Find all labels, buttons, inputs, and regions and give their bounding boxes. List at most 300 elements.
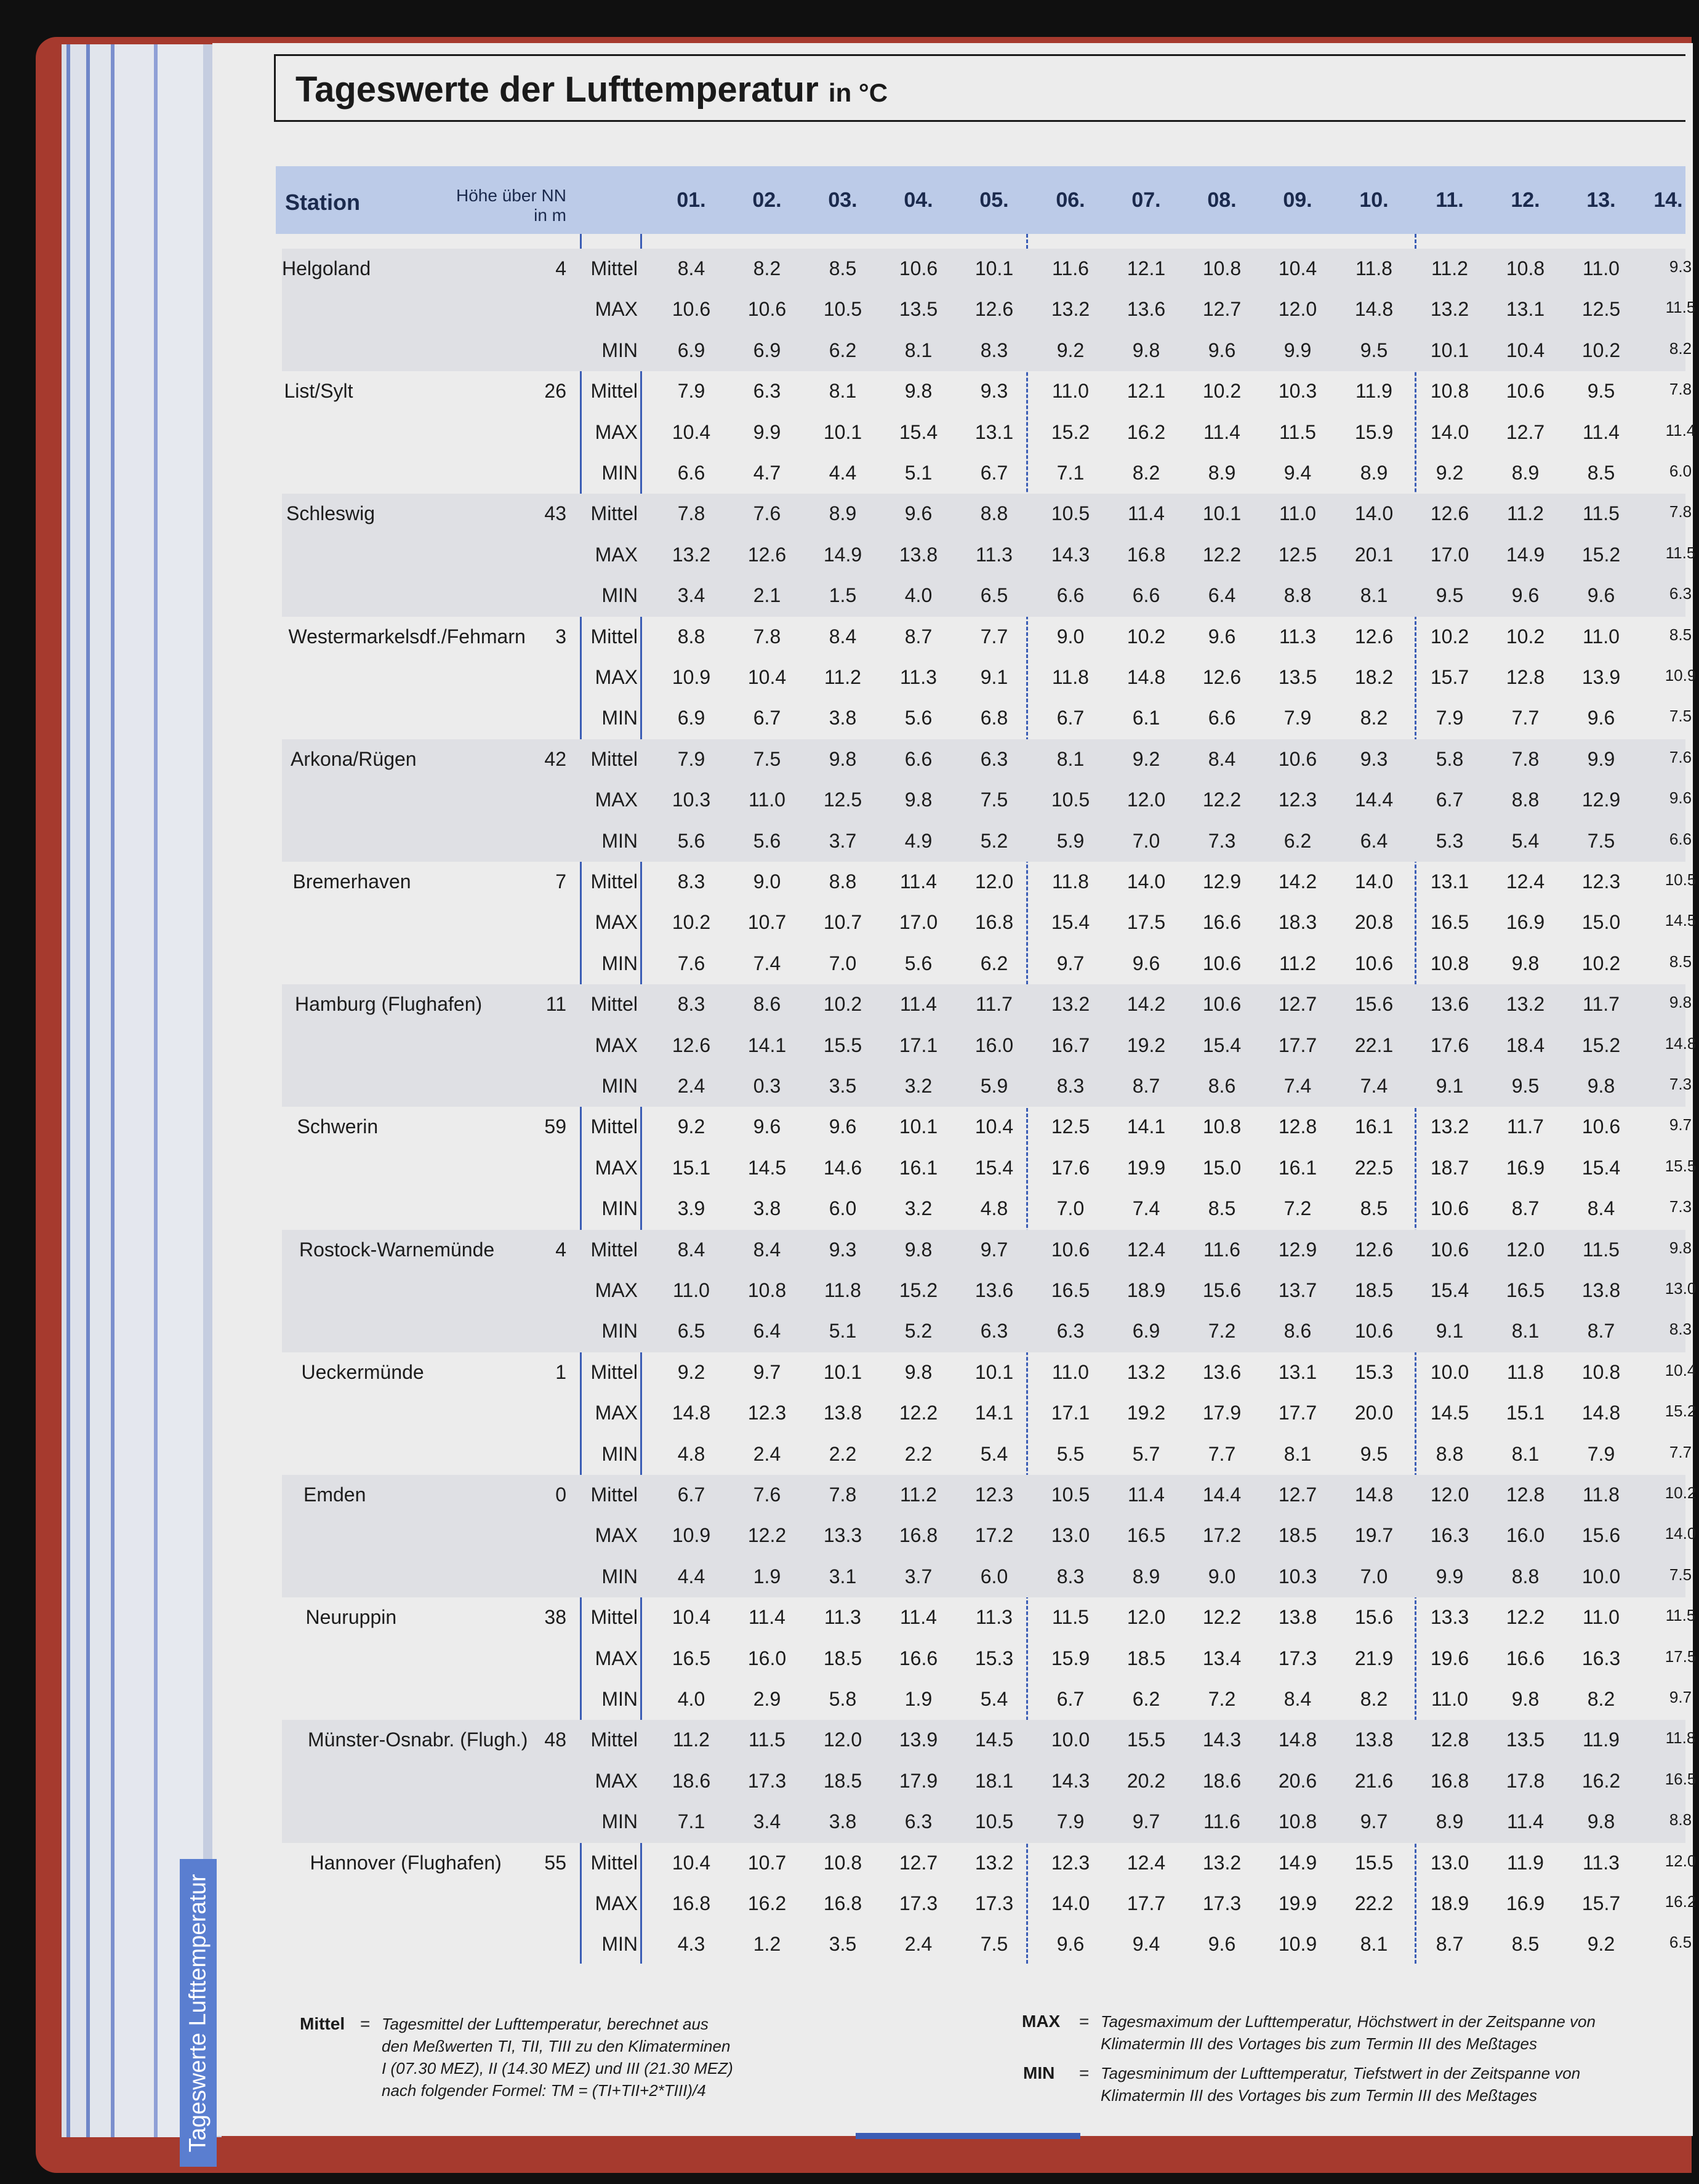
table-cell: 11.0 [1583, 625, 1620, 648]
header-day: 11. [1436, 188, 1464, 212]
table-cell: 11.4 [900, 1606, 937, 1629]
table-cell: 14.8 [1665, 1034, 1697, 1053]
table-cell: 8.8 [1511, 789, 1540, 811]
table-cell: 13.6 [1127, 298, 1166, 321]
table-cell: 14.8 [1278, 1728, 1317, 1751]
table-cell: 12.9 [1202, 870, 1242, 893]
table-cell: 10.0 [1430, 1360, 1469, 1383]
header-day: 01. [677, 188, 706, 212]
table-cell: 14.0 [1127, 870, 1166, 893]
table-cell: 14.8 [1354, 1483, 1394, 1506]
table-cell: 17.7 [1127, 1892, 1166, 1914]
table-cell: 18.5 [1278, 1524, 1317, 1547]
table-cell: 16.5 [1430, 911, 1469, 934]
table-cell: 6.2 [980, 952, 1008, 974]
table-cell: 11.8 [1052, 666, 1089, 688]
table-cell: 13.3 [823, 1524, 862, 1547]
table-cell: 3.1 [829, 1565, 857, 1588]
table-cell: 11.2 [900, 1483, 937, 1506]
table-cell: 3.4 [677, 584, 705, 607]
table-cell: 11.0 [1279, 502, 1316, 525]
table-cell: 10.0 [1581, 1565, 1621, 1588]
table-cell: 20.0 [1354, 1402, 1394, 1424]
legend-line: Tagesmaximum der Lufttemperatur, Höchstwert in der Zeitspanne von [1101, 2012, 1596, 2031]
table-cell: 10.7 [823, 911, 862, 934]
table-cell: 13.2 [1506, 993, 1545, 1016]
table-cell: 21.9 [1354, 1647, 1394, 1669]
table-cell: 15.3 [974, 1647, 1014, 1669]
table-cell: 14.8 [1127, 666, 1166, 688]
table-cell: 7.9 [1587, 1442, 1615, 1465]
table-cell: 3.9 [677, 1197, 705, 1220]
table-cell: 9.8 [1587, 1075, 1615, 1097]
table-cell: 12.2 [1202, 789, 1242, 811]
table-cell: 9.3 [1669, 257, 1692, 276]
table-cell: 7.8 [1669, 380, 1692, 399]
table-cell: 9.6 [1208, 339, 1236, 361]
header-height-line1: Höhe über NN [456, 186, 566, 205]
table-cell: 12.8 [1430, 1728, 1469, 1751]
table-cell: 10.2 [672, 911, 711, 934]
table-cell: 8.3 [1056, 1075, 1085, 1097]
row-type: MIN [601, 1565, 638, 1588]
header-day: 07. [1131, 188, 1161, 212]
table-cell: 7.6 [1669, 747, 1692, 766]
table-cell: 6.3 [1669, 584, 1692, 603]
table-cell: 16.3 [1430, 1524, 1469, 1547]
table-cell: 13.2 [1430, 298, 1469, 321]
table-cell: 15.4 [899, 420, 938, 443]
table-cell: 10.8 [1581, 1360, 1621, 1383]
table-cell: 12.5 [1581, 298, 1621, 321]
table-cell: 9.8 [1587, 1810, 1615, 1833]
table-cell: 10.4 [672, 1851, 711, 1874]
table-cell: 11.2 [1507, 502, 1544, 525]
table-cell: 14.1 [1127, 1115, 1166, 1138]
table-cell: 10.6 [1581, 1115, 1621, 1138]
table-cell: 10.6 [1506, 380, 1545, 403]
table-cell: 13.2 [1202, 1851, 1242, 1874]
table-cell: 12.3 [1278, 789, 1317, 811]
table-cell: 9.7 [980, 1238, 1008, 1261]
table-cell: 18.2 [1354, 666, 1394, 688]
table-cell: 7.7 [1208, 1442, 1236, 1465]
table-cell: 11.0 [1052, 1360, 1089, 1383]
station-name: Emden [303, 1483, 366, 1506]
table-cell: 11.4 [1507, 1810, 1544, 1833]
table-cell: 17.7 [1278, 1402, 1317, 1424]
legend-line: I (07.30 MEZ), II (14.30 MEZ) und III (21.30 MEZ) [382, 2059, 733, 2078]
table-cell: 15.5 [823, 1034, 862, 1056]
table-cell: 10.8 [1430, 380, 1469, 403]
table-cell: 18.9 [1127, 1279, 1166, 1301]
table-cell: 19.2 [1127, 1402, 1166, 1424]
table-cell: 10.4 [1278, 257, 1317, 279]
table-cell: 12.5 [1278, 543, 1317, 566]
table-cell: 9.6 [1669, 789, 1692, 808]
row-type: MAX [595, 911, 638, 934]
table-cell: 6.6 [904, 747, 933, 770]
station-name: Schleswig [286, 502, 376, 525]
table-cell: 8.1 [904, 339, 933, 361]
table-cell: 3.7 [904, 1565, 933, 1588]
table-cell: 13.2 [1051, 993, 1090, 1016]
station-name: List/Sylt [284, 380, 353, 403]
table-cell: 11.8 [1583, 1483, 1620, 1506]
table-cell: 8.5 [1669, 952, 1692, 971]
table-cell: 15.5 [1354, 1851, 1394, 1874]
table-cell: 2.2 [829, 1442, 857, 1465]
table-cell: 4.7 [753, 462, 781, 484]
table-cell: 3.8 [829, 1810, 857, 1833]
station-height: 1 [555, 1360, 566, 1383]
table-cell: 5.7 [1132, 1442, 1160, 1465]
table-cell: 14.0 [1354, 502, 1394, 525]
table-cell: 11.6 [1052, 257, 1089, 279]
table-cell: 11.5 [1665, 298, 1696, 317]
table-cell: 17.9 [1202, 1402, 1242, 1424]
table-cell: 11.4 [749, 1606, 785, 1629]
table-cell: 6.6 [1132, 584, 1160, 607]
table-cell: 10.4 [1506, 339, 1545, 361]
table-cell: 15.5 [1665, 1156, 1697, 1175]
table-cell: 7.4 [1283, 1075, 1312, 1097]
table-cell: 6.8 [980, 707, 1008, 729]
table-cell: 9.6 [1587, 584, 1615, 607]
table-cell: 8.8 [677, 625, 705, 648]
row-type: Mittel [590, 1483, 638, 1506]
table-cell: 7.8 [1669, 502, 1692, 521]
table-cell: 6.0 [980, 1565, 1008, 1588]
table-cell: 9.7 [1360, 1810, 1388, 1833]
table-cell: 15.4 [1202, 1034, 1242, 1056]
table-cell: 13.8 [1278, 1606, 1317, 1629]
table-cell: 17.6 [1430, 1034, 1469, 1056]
table-cell: 10.8 [823, 1851, 862, 1874]
table-cell: 9.6 [904, 502, 933, 525]
table-cell: 7.7 [1669, 1442, 1692, 1461]
station-name: Bremerhaven [292, 870, 411, 893]
header-day: 14. [1653, 188, 1683, 212]
table-cell: 10.6 [899, 257, 938, 279]
legend-mittel-term: Mittel [300, 2014, 345, 2033]
table-cell: 6.5 [980, 584, 1008, 607]
table-cell: 13.0 [1430, 1851, 1469, 1874]
table-cell: 10.9 [672, 666, 711, 688]
table-cell: 10.5 [823, 298, 862, 321]
table-cell: 10.1 [974, 257, 1014, 279]
table-cell: 11.8 [1356, 257, 1392, 279]
table-cell: 7.7 [1511, 707, 1540, 729]
table-cell: 6.9 [677, 707, 705, 729]
table-cell: 11.9 [1507, 1851, 1544, 1874]
table-cell: 12.7 [1202, 298, 1242, 321]
table-cell: 10.6 [1278, 747, 1317, 770]
table-cell: 5.1 [829, 1320, 857, 1343]
table-cell: 7.6 [753, 502, 781, 525]
table-cell: 15.2 [1581, 543, 1621, 566]
table-cell: 8.9 [1436, 1810, 1464, 1833]
table-cell: 8.4 [829, 625, 857, 648]
table-cell: 2.1 [753, 584, 781, 607]
table-cell: 7.4 [1132, 1197, 1160, 1220]
table-cell: 9.8 [1132, 339, 1160, 361]
table-cell: 16.8 [1430, 1769, 1469, 1792]
table-cell: 13.0 [1051, 1524, 1090, 1547]
table-cell: 3.2 [904, 1197, 933, 1220]
table-cell: 8.8 [980, 502, 1008, 525]
table-cell: 2.4 [904, 1933, 933, 1956]
table-cell: 15.2 [1665, 1402, 1697, 1421]
table-cell: 9.8 [1669, 1238, 1692, 1257]
station-height: 4 [555, 1238, 566, 1261]
row-type: MAX [595, 1524, 638, 1547]
table-cell: 21.6 [1354, 1769, 1394, 1792]
page-title-unit: in °C [828, 78, 888, 107]
table-cell: 16.2 [1581, 1769, 1621, 1792]
table-cell: 7.5 [980, 1933, 1008, 1956]
table-cell: 11.9 [1356, 380, 1392, 403]
table-cell: 10.5 [1665, 870, 1697, 889]
table-cell: 10.9 [1278, 1933, 1317, 1956]
row-type: MIN [601, 1933, 638, 1956]
table-cell: 6.7 [980, 462, 1008, 484]
table-cell: 16.8 [1127, 543, 1166, 566]
table-cell: 16.6 [899, 1647, 938, 1669]
table-cell: 7.9 [677, 380, 705, 403]
table-cell: 8.5 [829, 257, 857, 279]
table-cell: 9.8 [1511, 1688, 1540, 1710]
legend-mittel-text [382, 2013, 733, 2102]
table-cell: 5.4 [1511, 829, 1540, 852]
table-cell: 9.4 [1132, 1933, 1160, 1956]
legend-line: Klimatermin III des Vortages bis zum Termin III des Meßtages [1101, 2086, 1538, 2105]
row-type: MAX [595, 1647, 638, 1669]
table-cell: 5.9 [980, 1075, 1008, 1097]
table-cell: 9.1 [1436, 1075, 1464, 1097]
table-cell: 8.9 [1360, 462, 1388, 484]
table-cell: 9.9 [1587, 747, 1615, 770]
table-cell: 11.3 [976, 543, 1013, 566]
station-name: Arkona/Rügen [291, 747, 417, 770]
table-cell: 12.6 [1354, 1238, 1394, 1261]
table-cell: 16.5 [1665, 1769, 1697, 1788]
table-cell: 3.4 [753, 1810, 781, 1833]
table-cell: 10.5 [1051, 502, 1090, 525]
table-cell: 8.2 [1360, 1688, 1388, 1710]
table-cell: 12.0 [1430, 1483, 1469, 1506]
table-cell: 12.7 [1278, 1483, 1317, 1506]
station-name: Helgoland [282, 257, 371, 279]
table-cell: 2.2 [904, 1442, 933, 1465]
legend-min-text [1101, 2062, 1580, 2106]
legend-max-text [1101, 2010, 1596, 2055]
table-cell: 12.0 [1665, 1851, 1697, 1870]
table-cell: 18.7 [1430, 1156, 1469, 1179]
table-cell: 11.4 [1203, 420, 1240, 443]
table-cell: 12.1 [1127, 380, 1166, 403]
table-cell: 5.4 [980, 1442, 1008, 1465]
table-cell: 11.8 [824, 1279, 861, 1301]
table-cell: 8.8 [1669, 1810, 1692, 1829]
table-cell: 5.8 [829, 1688, 857, 1710]
table-cell: 10.8 [1202, 257, 1242, 279]
table-cell: 13.5 [1278, 666, 1317, 688]
table-cell: 5.6 [677, 829, 705, 852]
table-cell: 12.4 [1506, 870, 1545, 893]
row-type: MAX [595, 543, 638, 566]
table-cell: 14.4 [1202, 1483, 1242, 1506]
table-cell: 9.8 [904, 380, 933, 403]
row-type: MAX [595, 1279, 638, 1301]
table-cell: 18.5 [823, 1647, 862, 1669]
row-type: Mittel [590, 993, 638, 1016]
table-cell: 8.2 [1132, 462, 1160, 484]
table-cell: 15.2 [1051, 420, 1090, 443]
table-cell: 11.4 [900, 993, 937, 1016]
table-cell: 9.6 [1587, 707, 1615, 729]
station-height: 3 [555, 625, 566, 648]
table-cell: 11.7 [976, 993, 1013, 1016]
table-cell: 8.1 [1283, 1442, 1312, 1465]
table-cell: 0.3 [753, 1075, 781, 1097]
table-cell: 7.9 [677, 747, 705, 770]
station-name: Neuruppin [305, 1606, 397, 1629]
table-cell: 14.3 [1051, 1769, 1090, 1792]
table-cell: 14.0 [1665, 1524, 1697, 1543]
table-cell: 15.4 [1581, 1156, 1621, 1179]
table-cell: 5.2 [904, 1320, 933, 1343]
station-height: 55 [544, 1851, 566, 1874]
row-type: Mittel [590, 870, 638, 893]
table-cell: 9.2 [677, 1115, 705, 1138]
table-cell: 6.3 [904, 1810, 933, 1833]
table-cell: 8.7 [904, 625, 933, 648]
table-cell: 6.2 [1283, 829, 1312, 852]
table-cell: 10.2 [1581, 952, 1621, 974]
table-cell: 14.3 [1202, 1728, 1242, 1751]
table-cell: 7.6 [753, 1483, 781, 1506]
table-cell: 11.8 [1052, 870, 1089, 893]
table-cell: 12.8 [1278, 1115, 1317, 1138]
legend-min-eq: = [1079, 2063, 1090, 2082]
table-cell: 11.0 [1052, 380, 1089, 403]
table-cell: 6.6 [1056, 584, 1085, 607]
table-cell: 12.4 [1127, 1238, 1166, 1261]
table-cell: 20.2 [1127, 1769, 1166, 1792]
table-cell: 3.8 [829, 707, 857, 729]
table-cell: 6.9 [1132, 1320, 1160, 1343]
table-cell: 10.2 [823, 993, 862, 1016]
table-cell: 13.1 [974, 420, 1014, 443]
table-cell: 13.2 [1430, 1115, 1469, 1138]
table-cell: 12.6 [747, 543, 787, 566]
table-cell: 6.3 [980, 747, 1008, 770]
header-day: 08. [1207, 188, 1237, 212]
station-height: 38 [544, 1606, 566, 1629]
table-cell: 11.0 [749, 789, 785, 811]
table-cell: 11.8 [1507, 1360, 1544, 1383]
table-cell: 15.2 [899, 1279, 938, 1301]
table-cell: 12.2 [899, 1402, 938, 1424]
header-day: 03. [828, 188, 858, 212]
table-cell: 14.1 [974, 1402, 1014, 1424]
table-cell: 14.6 [823, 1156, 862, 1179]
table-cell: 11.6 [1203, 1810, 1240, 1833]
table-cell: 8.7 [1436, 1933, 1464, 1956]
station-height: 11 [545, 993, 566, 1016]
table-cell: 14.0 [1051, 1892, 1090, 1914]
table-cell: 10.7 [747, 911, 787, 934]
row-type: MAX [595, 789, 638, 811]
table-cell: 15.4 [1430, 1279, 1469, 1301]
legend-line: den Meßwerten TI, TII, TIII zu den Klimaterminen [382, 2037, 731, 2055]
table-cell: 7.1 [1056, 462, 1085, 484]
header-height [419, 186, 566, 225]
table-cell: 12.8 [1506, 1483, 1545, 1506]
table-cell: 7.2 [1208, 1320, 1236, 1343]
table-cell: 9.7 [753, 1360, 781, 1383]
table-cell: 17.0 [899, 911, 938, 934]
table-cell: 11.3 [1279, 625, 1316, 648]
table-cell: 11.5 [1279, 420, 1316, 443]
table-cell: 14.3 [1051, 543, 1090, 566]
table-cell: 7.5 [1669, 707, 1692, 726]
table-cell: 9.6 [1056, 1933, 1085, 1956]
table-cell: 17.2 [974, 1524, 1014, 1547]
table-cell: 8.1 [1360, 584, 1388, 607]
table-cell: 13.6 [1430, 993, 1469, 1016]
table-cell: 8.1 [829, 380, 857, 403]
station-height: 0 [555, 1483, 566, 1506]
row-type: MAX [595, 1892, 638, 1914]
table-cell: 10.0 [1051, 1728, 1090, 1751]
table-cell: 14.0 [1354, 870, 1394, 893]
table-cell: 7.9 [1283, 707, 1312, 729]
table-cell: 7.1 [677, 1810, 705, 1833]
table-cell: 15.1 [1506, 1402, 1545, 1424]
table-cell: 11.5 [1665, 1606, 1696, 1625]
table-cell: 8.8 [829, 870, 857, 893]
table-cell: 8.6 [753, 993, 781, 1016]
row-type: Mittel [590, 257, 638, 279]
table-cell: 8.5 [1360, 1197, 1388, 1220]
table-cell: 8.7 [1132, 1075, 1160, 1097]
table-cell: 11.4 [1128, 1483, 1165, 1506]
table-cell: 13.7 [1278, 1279, 1317, 1301]
table-cell: 10.6 [1051, 1238, 1090, 1261]
table-cell: 18.6 [1202, 1769, 1242, 1792]
table-cell: 15.9 [1051, 1647, 1090, 1669]
table-cell: 12.3 [1581, 870, 1621, 893]
table-cell: 13.5 [899, 298, 938, 321]
table-cell: 16.2 [1127, 420, 1166, 443]
table-cell: 17.3 [747, 1769, 787, 1792]
row-type: MAX [595, 1156, 638, 1179]
table-cell: 7.5 [1669, 1565, 1692, 1584]
table-cell: 9.2 [677, 1360, 705, 1383]
table-cell: 13.8 [1581, 1279, 1621, 1301]
row-type: MAX [595, 1402, 638, 1424]
table-cell: 9.5 [1511, 1075, 1540, 1097]
table-cell: 15.6 [1202, 1279, 1242, 1301]
table-cell: 12.2 [1202, 1606, 1242, 1629]
table-cell: 11.4 [1665, 420, 1696, 440]
table-cell: 15.6 [1354, 993, 1394, 1016]
table-cell: 4.0 [904, 584, 933, 607]
table-cell: 12.0 [1278, 298, 1317, 321]
table-cell: 15.9 [1354, 420, 1394, 443]
